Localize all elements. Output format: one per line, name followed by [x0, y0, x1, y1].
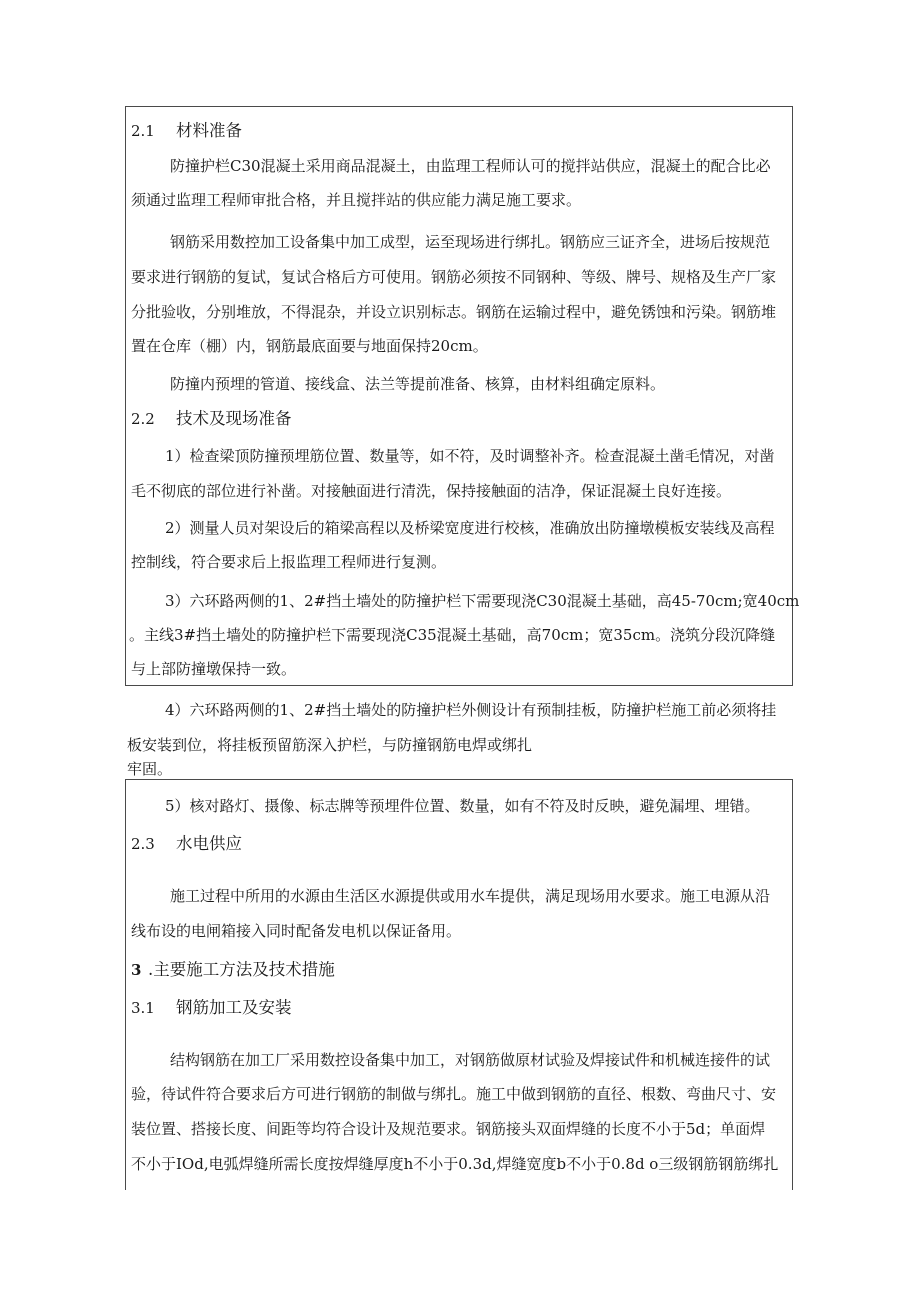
- paragraph-line: 毛不彻底的部位进行补凿。对接触面进行清洗，保持接触面的洁净，保证混凝土良好连接。: [131, 482, 732, 500]
- paragraph-line: 2）测量人员对架设后的箱梁高程以及桥梁宽度进行校核，准确放出防撞墩模板安装线及高程: [165, 519, 775, 537]
- paragraph-line: 结构钢筋在加工厂采用数控设备集中加工，对钢筋做原材试验及焊接试件和机械连接件的试: [170, 1051, 771, 1069]
- item-5: 5）核对路灯、摄像、标志牌等预埋件位置、数量，如有不符及时反映，避免漏埋、埋错。: [165, 797, 760, 815]
- section-number: 2.2: [131, 410, 155, 428]
- paragraph-line: 。主线3#挡土墙处的防撞护栏下需要现浇C35混凝土基础，高70cm；宽35cm。浇筑分段沉降缝: [129, 626, 776, 644]
- paragraph-line: 装位置、搭接长度、间距等均符合设计及规范要求。钢筋接头双面焊缝的长度不小于5d；单面焊: [131, 1120, 766, 1138]
- paragraph-line: 控制线，符合要求后上报监理工程师进行复测。: [131, 553, 447, 571]
- paragraph-line: 线布设的电闸箱接入同时配备发电机以保证备用。: [131, 922, 462, 940]
- section-title: 钢筋加工及安装: [176, 998, 292, 1017]
- paragraph-line: 牢固。: [127, 760, 173, 778]
- paragraph-line: 钢筋采用数控加工设备集中加工成型，运至现场进行绑扎。钢筋应三证齐全，进场后按规范: [170, 233, 771, 251]
- paragraph-line: 3）六环路两侧的1、2#挡土墙处的防撞护栏下需要现浇C30混凝土基础，高45-70cm;宽40cm: [165, 592, 800, 610]
- paragraph-line: 与上部防撞墩保持一致。: [131, 660, 297, 678]
- paragraph-line: 不小于IOd,电弧焊缝所需长度按焊缝厚度h不小于0.3d,焊缝宽度b不小于0.8d o三级钢筋钢筋绑扎: [131, 1155, 779, 1173]
- section-number: 3.1: [131, 999, 155, 1017]
- section-title: 材料准备: [176, 121, 242, 140]
- paragraph-line: 施工过程中所用的水源由生活区水源提供或用水车提供，满足现场用水要求。施工电源从沿: [170, 887, 771, 905]
- paragraph-line: 防撞内预埋的管道、接线盒、法兰等提前准备、核算，由材料组确定原料。: [170, 375, 666, 393]
- paragraph-line: 分批验收，分别堆放，不得混杂，并设立识别标志。钢筋在运输过程中，避免锈蚀和污染。钢筋堆: [131, 303, 777, 321]
- paragraph-line: 板安装到位，将挂板预留筋深入护栏，与防撞钢筋电焊或绑扎: [127, 736, 533, 754]
- section-number: 3: [131, 961, 142, 979]
- paragraph-line: 置在仓库（棚）内，钢筋最底面要与地面保持20cm。: [131, 337, 488, 355]
- section-title: 水电供应: [176, 834, 242, 853]
- paragraph-line: 4）六环路两侧的1、2#挡土墙处的防撞护栏外侧设计有预制挂板，防撞护栏施工前必须将挂: [165, 701, 777, 719]
- paragraph-line: 防撞护栏C30混凝土采用商品混凝土，由监理工程师认可的搅拌站供应，混凝土的配合比必: [170, 157, 771, 175]
- section-title: .主要施工方法及技术措施: [148, 960, 335, 979]
- paragraph-line: 1）检查梁顶防撞预埋筋位置、数量等，如不符，及时调整补齐。检查混凝土凿毛情况，对凿: [165, 447, 775, 465]
- section-number: 2.1: [131, 122, 155, 140]
- paragraph-line: 须通过监理工程师审批合格，并且搅拌站的供应能力满足施工要求。: [131, 191, 582, 209]
- section-title: 技术及现场准备: [176, 409, 292, 428]
- section-number: 2.3: [131, 835, 155, 853]
- paragraph-line: 要求进行钢筋的复试，复试合格后方可使用。钢筋必须按不同钢种、等级、牌号、规格及生产厂家: [131, 268, 777, 286]
- paragraph-line: 验，待试件符合要求后方可进行钢筋的制做与绑扎。施工中做到钢筋的直径、根数、弯曲尺寸、安: [131, 1085, 777, 1103]
